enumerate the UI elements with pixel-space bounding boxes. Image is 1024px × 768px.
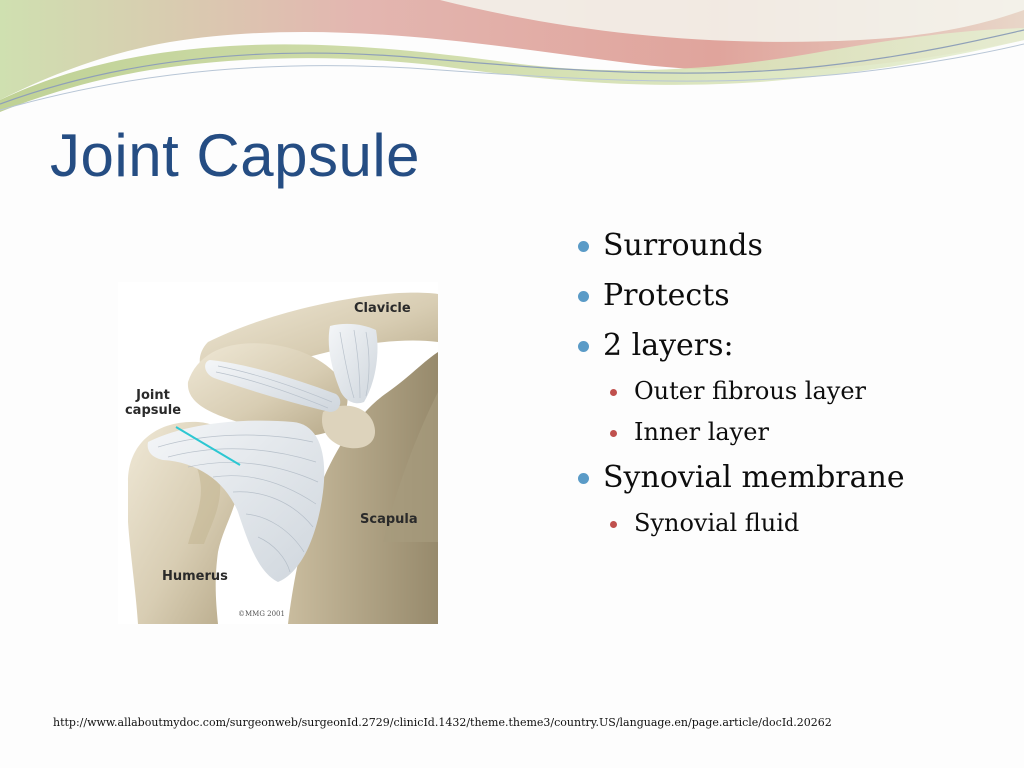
bullet-item: [578, 326, 1008, 366]
sub-bullet-item: [578, 375, 1008, 407]
sub-bullet-dot-icon: [610, 430, 617, 437]
bullet-item: [578, 458, 1008, 498]
figure-copyright: ©MMG 2001: [238, 610, 285, 618]
shoulder-anatomy-figure: [118, 282, 438, 624]
bullet-dot-icon: [578, 341, 589, 352]
source-url: http://www.allaboutmydoc.com/surgeonweb/surgeonId.2729/clinicId.1432/theme.theme3/country.US/language.en/page.article/docId.20262: [53, 716, 832, 729]
bullet-text: Surrounds: [603, 228, 763, 263]
bullet-text: 2 layers:: [603, 328, 734, 363]
bullet-text: Protects: [603, 278, 730, 313]
sub-bullet-text: Inner layer: [634, 418, 769, 446]
bullet-dot-icon: [578, 473, 589, 484]
label-clavicle: Clavicle: [354, 301, 411, 316]
bullet-list: [578, 226, 1008, 539]
bullet-item: [578, 226, 1008, 266]
sub-bullet-text: Outer fibrous layer: [634, 377, 866, 405]
bullet-dot-icon: [578, 291, 589, 302]
sub-bullet-dot-icon: [610, 389, 617, 396]
sub-bullet-item: [578, 507, 1008, 539]
bullet-text: Synovial membrane: [603, 460, 905, 495]
header-wave-decoration: [0, 0, 1024, 120]
label-humerus: Humerus: [162, 569, 228, 584]
label-joint-capsule: Joint capsule: [124, 388, 182, 418]
bullet-item: [578, 276, 1008, 316]
label-scapula: Scapula: [360, 512, 418, 527]
slide-title: Joint Capsule: [50, 122, 421, 189]
sub-bullet-item: [578, 416, 1008, 448]
sub-bullet-dot-icon: [610, 521, 617, 528]
bullet-dot-icon: [578, 241, 589, 252]
sub-bullet-text: Synovial fluid: [634, 509, 800, 537]
